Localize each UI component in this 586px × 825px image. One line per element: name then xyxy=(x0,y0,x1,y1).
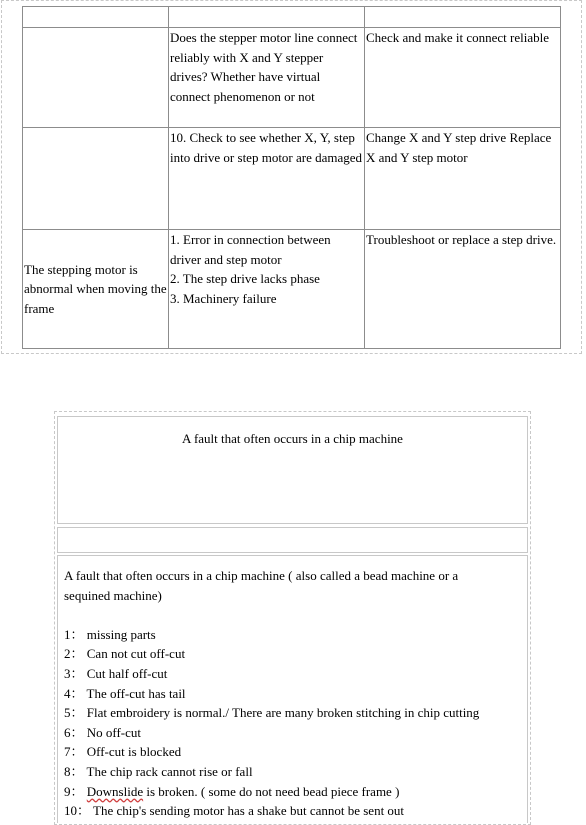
table-cell xyxy=(169,7,365,28)
cause-line: 2. The step drive lacks phase xyxy=(170,271,320,287)
cause-line: 3. Machinery failure xyxy=(170,290,277,306)
fault-list xyxy=(64,566,523,821)
table-cell xyxy=(23,28,169,128)
list-item: 7： Off-cut is blocked xyxy=(64,744,182,760)
list-item: 10： The chip's sending motor has a shake but cannot be sent out xyxy=(64,803,405,819)
table-cell: Does the stepper motor line connect reliably with X and Y stepper drives? Whether have virtual connect phenomenon or not xyxy=(169,28,365,128)
list-item: 2： Can not cut off-cut xyxy=(64,646,186,662)
list-item: 1： missing parts xyxy=(64,626,156,642)
table-cell: Change X and Y step drive Replace X and Y step motor xyxy=(365,128,561,230)
table-row xyxy=(23,128,561,230)
blank-line xyxy=(64,605,523,625)
list-item xyxy=(64,782,523,802)
table-cell xyxy=(23,7,169,28)
table-row xyxy=(23,7,561,28)
list-item: 4： The off-cut has tail xyxy=(64,685,186,701)
solution-cell: Troubleshoot or replace a step drive. xyxy=(365,230,561,349)
table-cell: Check and make it connect reliable xyxy=(365,28,561,128)
section-title: A fault that often occurs in a chip machine xyxy=(182,431,403,446)
table-cell xyxy=(23,128,169,230)
troubleshooting-table xyxy=(22,6,561,349)
list-item: 5： Flat embroidery is normal./ There are many broken stitching in chip cutting xyxy=(64,705,480,721)
cause-line: 1. Error in connection between driver and step motor xyxy=(170,232,331,267)
spacer-box xyxy=(57,527,528,553)
table-row xyxy=(23,28,561,128)
cause-cell xyxy=(169,230,365,349)
table-row xyxy=(23,230,561,349)
list-item: 3： Cut half off-cut xyxy=(64,665,168,681)
intro-text: A fault that often occurs in a chip machine ( also called a bead machine or a sequined machine) xyxy=(64,568,459,603)
item-prefix: 9： xyxy=(64,783,87,799)
spellcheck-word: Downslide xyxy=(86,783,144,799)
list-item: 8： The chip rack cannot rise or fall xyxy=(64,763,253,779)
table-cell xyxy=(365,7,561,28)
fault-list-box xyxy=(57,555,528,823)
header-box xyxy=(57,416,528,524)
symptom-cell: The stepping motor is abnormal when moving the frame xyxy=(23,230,169,349)
table-cell: 10. Check to see whether X, Y, step into drive or step motor are damaged xyxy=(169,128,365,230)
list-item: 6： No off-cut xyxy=(64,724,142,740)
item-suffix: is broken. ( some do not need bead piece frame ) xyxy=(143,783,400,799)
